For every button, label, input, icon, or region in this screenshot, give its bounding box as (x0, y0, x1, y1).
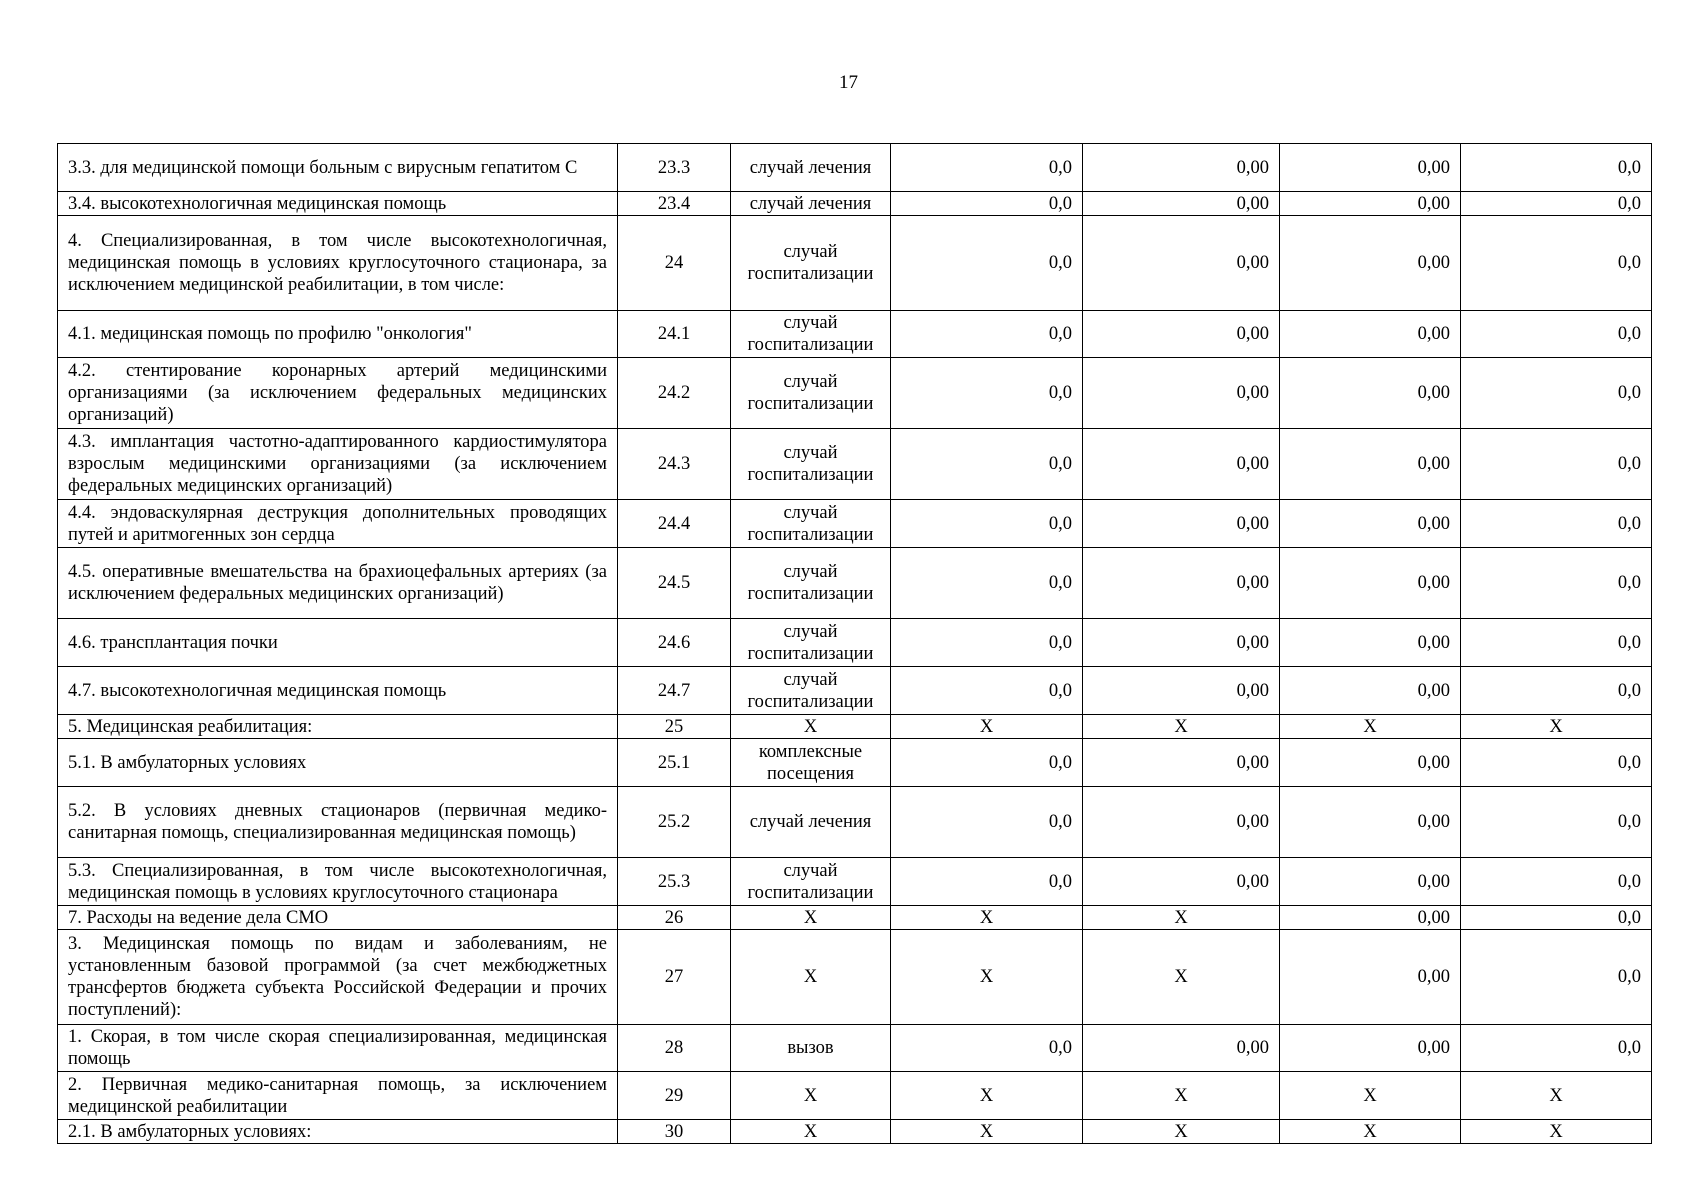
row-value-3-cell: 0,00 (1280, 667, 1461, 715)
row-line-code-cell: 28 (618, 1025, 731, 1072)
row-value-1-cell: 0,0 (891, 667, 1083, 715)
row-name-cell: 4.5. оперативные вмешательства на брахиоцефальных артериях (за исключением федеральных медицинских организаций) (58, 548, 618, 619)
row-name-cell: 5. Медицинская реабилитация: (58, 715, 618, 739)
row-line-code-cell: 26 (618, 906, 731, 930)
table-row (58, 1072, 1652, 1120)
row-value-4-cell: 0,0 (1461, 500, 1652, 548)
table-row (58, 216, 1652, 311)
row-unit-cell: X (731, 1072, 891, 1120)
table-row (58, 906, 1652, 930)
row-value-3-cell: 0,00 (1280, 858, 1461, 906)
row-value-4-cell: 0,0 (1461, 787, 1652, 858)
table-row (58, 619, 1652, 667)
row-unit-cell: случай госпитализации (731, 216, 891, 311)
row-value-2-cell: 0,00 (1083, 739, 1280, 787)
row-value-3-cell: 0,00 (1280, 192, 1461, 216)
row-value-1-cell: 0,0 (891, 500, 1083, 548)
row-value-3-cell: 0,00 (1280, 548, 1461, 619)
row-value-2-cell: 0,00 (1083, 858, 1280, 906)
row-line-code-cell: 24.2 (618, 358, 731, 429)
row-unit-cell: X (731, 906, 891, 930)
row-name-cell: 5.1. В амбулаторных условиях (58, 739, 618, 787)
table-row (58, 667, 1652, 715)
row-value-2-cell: 0,00 (1083, 667, 1280, 715)
row-value-2-cell: 0,00 (1083, 429, 1280, 500)
row-value-3-cell: X (1280, 715, 1461, 739)
row-unit-cell: случай госпитализации (731, 858, 891, 906)
row-value-3-cell: 0,00 (1280, 1025, 1461, 1072)
table-body (58, 144, 1652, 1144)
row-value-3-cell: 0,00 (1280, 906, 1461, 930)
row-unit-cell: X (731, 715, 891, 739)
row-value-1-cell: X (891, 715, 1083, 739)
table-row (58, 358, 1652, 429)
row-value-2-cell: X (1083, 715, 1280, 739)
row-value-2-cell: 0,00 (1083, 1025, 1280, 1072)
row-value-3-cell: 0,00 (1280, 216, 1461, 311)
row-name-cell: 5.3. Специализированная, в том числе высокотехнологичная, медицинская помощь в условиях круглосуточного стационара (58, 858, 618, 906)
row-value-4-cell: 0,0 (1461, 429, 1652, 500)
row-value-1-cell: 0,0 (891, 787, 1083, 858)
row-value-3-cell: 0,00 (1280, 739, 1461, 787)
row-unit-cell: случай лечения (731, 192, 891, 216)
table-row (58, 930, 1652, 1025)
row-value-1-cell: X (891, 1072, 1083, 1120)
table-row (58, 548, 1652, 619)
row-name-cell: 4. Специализированная, в том числе высокотехнологичная, медицинская помощь в условиях круглосуточного стационара, за исключением медицинской реабилитации, в том числе: (58, 216, 618, 311)
row-line-code-cell: 24.3 (618, 429, 731, 500)
row-value-4-cell: 0,0 (1461, 144, 1652, 192)
row-unit-cell: случай госпитализации (731, 311, 891, 358)
row-value-1-cell: 0,0 (891, 429, 1083, 500)
row-value-2-cell: 0,00 (1083, 311, 1280, 358)
row-value-4-cell: X (1461, 1120, 1652, 1144)
row-value-4-cell: 0,0 (1461, 739, 1652, 787)
row-value-2-cell: 0,00 (1083, 144, 1280, 192)
row-unit-cell: случай лечения (731, 787, 891, 858)
row-unit-cell: случай госпитализации (731, 548, 891, 619)
row-value-1-cell: 0,0 (891, 216, 1083, 311)
row-unit-cell: случай госпитализации (731, 429, 891, 500)
row-name-cell: 4.1. медицинская помощь по профилю "онкология" (58, 311, 618, 358)
row-name-cell: 4.3. имплантация частотно-адаптированного кардиостимулятора взрослым медицинскими организациями (за исключением федеральных медицинских организаций) (58, 429, 618, 500)
row-line-code-cell: 29 (618, 1072, 731, 1120)
row-value-3-cell: 0,00 (1280, 930, 1461, 1025)
row-name-cell: 4.4. эндоваскулярная деструкция дополнительных проводящих путей и аритмогенных зон сердца (58, 500, 618, 548)
row-unit-cell: X (731, 930, 891, 1025)
row-value-3-cell: 0,00 (1280, 500, 1461, 548)
row-line-code-cell: 23.4 (618, 192, 731, 216)
row-line-code-cell: 25 (618, 715, 731, 739)
row-line-code-cell: 25.3 (618, 858, 731, 906)
table-row (58, 739, 1652, 787)
row-value-4-cell: 0,0 (1461, 192, 1652, 216)
row-value-3-cell: 0,00 (1280, 619, 1461, 667)
row-line-code-cell: 25.1 (618, 739, 731, 787)
row-name-cell: 3. Медицинская помощь по видам и заболеваниям, не установленным базовой программой (за счет межбюджетных трансфертов бюджета субъекта Российской Федерации и прочих поступлений): (58, 930, 618, 1025)
row-value-1-cell: 0,0 (891, 548, 1083, 619)
row-value-3-cell: X (1280, 1072, 1461, 1120)
row-name-cell: 4.7. высокотехнологичная медицинская помощь (58, 667, 618, 715)
row-value-2-cell: 0,00 (1083, 500, 1280, 548)
row-value-1-cell: 0,0 (891, 144, 1083, 192)
row-unit-cell: случай госпитализации (731, 619, 891, 667)
row-value-2-cell: X (1083, 906, 1280, 930)
row-value-4-cell: 0,0 (1461, 619, 1652, 667)
row-value-4-cell: 0,0 (1461, 858, 1652, 906)
row-line-code-cell: 30 (618, 1120, 731, 1144)
row-line-code-cell: 25.2 (618, 787, 731, 858)
row-line-code-cell: 24.5 (618, 548, 731, 619)
row-value-1-cell: 0,0 (891, 192, 1083, 216)
row-value-2-cell: 0,00 (1083, 548, 1280, 619)
row-line-code-cell: 24.6 (618, 619, 731, 667)
row-unit-cell: случай госпитализации (731, 358, 891, 429)
table-row (58, 144, 1652, 192)
row-value-4-cell: 0,0 (1461, 548, 1652, 619)
table-row (58, 500, 1652, 548)
row-value-1-cell: 0,0 (891, 619, 1083, 667)
row-value-3-cell: 0,00 (1280, 358, 1461, 429)
row-name-cell: 2. Первичная медико-санитарная помощь, за исключением медицинской реабилитации (58, 1072, 618, 1120)
row-value-2-cell: X (1083, 1072, 1280, 1120)
row-line-code-cell: 24.4 (618, 500, 731, 548)
table-row (58, 787, 1652, 858)
row-value-2-cell: 0,00 (1083, 358, 1280, 429)
row-line-code-cell: 24.7 (618, 667, 731, 715)
row-value-3-cell: 0,00 (1280, 429, 1461, 500)
row-name-cell: 3.3. для медицинской помощи больным с вирусным гепатитом С (58, 144, 618, 192)
row-unit-cell: X (731, 1120, 891, 1144)
row-value-3-cell: 0,00 (1280, 311, 1461, 358)
row-value-4-cell: 0,0 (1461, 1025, 1652, 1072)
row-unit-cell: случай госпитализации (731, 667, 891, 715)
row-name-cell: 4.2. стентирование коронарных артерий медицинскими организациями (за исключением федеральных медицинских организаций) (58, 358, 618, 429)
data-table (57, 143, 1652, 1144)
table-row (58, 192, 1652, 216)
row-value-4-cell: 0,0 (1461, 667, 1652, 715)
row-value-1-cell: X (891, 906, 1083, 930)
row-value-2-cell: 0,00 (1083, 216, 1280, 311)
row-value-2-cell: X (1083, 1120, 1280, 1144)
row-value-3-cell: X (1280, 1120, 1461, 1144)
table-row (58, 429, 1652, 500)
row-line-code-cell: 24.1 (618, 311, 731, 358)
table-row (58, 858, 1652, 906)
row-value-3-cell: 0,00 (1280, 787, 1461, 858)
table-row (58, 1120, 1652, 1144)
page-number: 17 (839, 72, 858, 93)
row-value-2-cell: X (1083, 930, 1280, 1025)
row-value-1-cell: 0,0 (891, 739, 1083, 787)
row-value-4-cell: 0,0 (1461, 358, 1652, 429)
row-value-1-cell: X (891, 930, 1083, 1025)
row-line-code-cell: 23.3 (618, 144, 731, 192)
row-unit-cell: случай лечения (731, 144, 891, 192)
row-unit-cell: случай госпитализации (731, 500, 891, 548)
row-unit-cell: комплексные посещения (731, 739, 891, 787)
row-name-cell: 7. Расходы на ведение дела СМО (58, 906, 618, 930)
row-value-2-cell: 0,00 (1083, 192, 1280, 216)
row-value-4-cell: 0,0 (1461, 930, 1652, 1025)
row-name-cell: 4.6. трансплантация почки (58, 619, 618, 667)
row-value-4-cell: X (1461, 715, 1652, 739)
row-value-4-cell: 0,0 (1461, 906, 1652, 930)
row-value-2-cell: 0,00 (1083, 787, 1280, 858)
row-name-cell: 2.1. В амбулаторных условиях: (58, 1120, 618, 1144)
row-name-cell: 5.2. В условиях дневных стационаров (первичная медико-санитарная помощь, специализированная медицинская помощь) (58, 787, 618, 858)
row-value-2-cell: 0,00 (1083, 619, 1280, 667)
table-row (58, 311, 1652, 358)
row-line-code-cell: 27 (618, 930, 731, 1025)
row-value-4-cell: 0,0 (1461, 311, 1652, 358)
row-value-1-cell: 0,0 (891, 1025, 1083, 1072)
row-value-1-cell: 0,0 (891, 358, 1083, 429)
table-row (58, 1025, 1652, 1072)
row-value-1-cell: 0,0 (891, 311, 1083, 358)
row-value-4-cell: X (1461, 1072, 1652, 1120)
row-name-cell: 3.4. высокотехнологичная медицинская помощь (58, 192, 618, 216)
row-value-3-cell: 0,00 (1280, 144, 1461, 192)
row-unit-cell: вызов (731, 1025, 891, 1072)
row-name-cell: 1. Скорая, в том числе скорая специализированная, медицинская помощь (58, 1025, 618, 1072)
table-row (58, 715, 1652, 739)
row-value-1-cell: 0,0 (891, 858, 1083, 906)
row-line-code-cell: 24 (618, 216, 731, 311)
row-value-1-cell: X (891, 1120, 1083, 1144)
row-value-4-cell: 0,0 (1461, 216, 1652, 311)
